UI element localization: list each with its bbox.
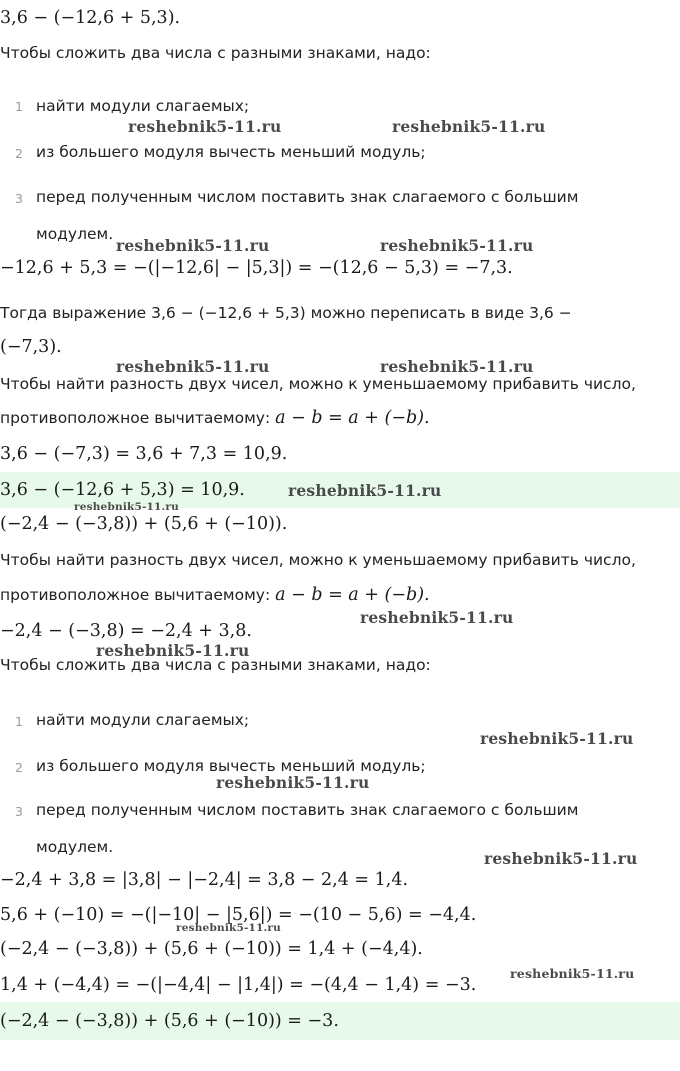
list1-number-3: 3 (15, 191, 23, 206)
expression-1: 3,6 − (−12,6 + 5,3). (0, 8, 181, 28)
watermark: reshebnik5-11.ru (510, 966, 635, 981)
calc-line-5: 5,6 + (−10) = −(|−10| − |5,6|) = −(10 − 5,6) = −4,4. (0, 905, 477, 925)
list1-item-2: из большего модуля вычесть меньший модуль; (36, 143, 426, 161)
difference-rule-2-formula: a − b = a + (−b). (275, 585, 430, 605)
watermark: reshebnik5-11.ru (392, 117, 546, 136)
calc-line-3: −2,4 − (−3,8) = −2,4 + 3,8. (0, 621, 252, 641)
list1-item-3-cont: модулем. (36, 225, 114, 243)
list2-item-1: найти модули слагаемых; (36, 711, 250, 729)
difference-rule-2-cont (0, 585, 430, 605)
list1-number-1: 1 (15, 99, 23, 114)
calc-line-7: 1,4 + (−4,4) = −(|−4,4| − |1,4|) = −(4,4 − 1,4) = −3. (0, 975, 477, 995)
watermark: reshebnik5-11.ru (380, 357, 534, 376)
rule-intro-2: Чтобы сложить два числа с разными знаками, надо: (0, 656, 431, 674)
list2-item-2: из большего модуля вычесть меньший модуль; (36, 757, 426, 775)
watermark: reshebnik5-11.ru (176, 922, 281, 934)
list2-item-3: перед полученным числом поставить знак слагаемого с большим (36, 801, 579, 819)
difference-rule-2: Чтобы найти разность двух чисел, можно к уменьшаемому прибавить число, (0, 551, 636, 569)
expression-2: (−2,4 − (−3,8)) + (5,6 + (−10)). (0, 514, 288, 534)
list1-item-3: перед полученным числом поставить знак слагаемого с большим (36, 188, 579, 206)
watermark: reshebnik5-11.ru (116, 357, 270, 376)
list2-number-1: 1 (15, 714, 23, 729)
watermark: reshebnik5-11.ru (288, 481, 442, 500)
calc-line-2: 3,6 − (−7,3) = 3,6 + 7,3 = 10,9. (0, 444, 288, 464)
list2-item-3-cont: модулем. (36, 838, 114, 856)
watermark: reshebnik5-11.ru (96, 641, 250, 660)
rewrite-line-cont: (−7,3). (0, 337, 62, 357)
watermark: reshebnik5-11.ru (480, 729, 634, 748)
rewrite-line: Тогда выражение 3,6 − (−12,6 + 5,3) можно переписать в виде 3,6 − (0, 304, 572, 322)
difference-rule-1: Чтобы найти разность двух чисел, можно к уменьшаемому прибавить число, (0, 375, 636, 393)
list2-number-3: 3 (15, 804, 23, 819)
list1-number-2: 2 (15, 146, 23, 161)
difference-rule-1-text: противоположное вычитаемому: (0, 409, 276, 427)
watermark: reshebnik5-11.ru (216, 773, 370, 792)
watermark: reshebnik5-11.ru (74, 501, 179, 513)
watermark: reshebnik5-11.ru (380, 236, 534, 255)
watermark: reshebnik5-11.ru (128, 117, 282, 136)
answer-2: (−2,4 − (−3,8)) + (5,6 + (−10)) = −3. (0, 1011, 339, 1031)
watermark: reshebnik5-11.ru (360, 608, 514, 627)
answer-1: 3,6 − (−12,6 + 5,3) = 10,9. (0, 480, 245, 500)
list2-number-2: 2 (15, 760, 23, 775)
calc-line-1: −12,6 + 5,3 = −(|−12,6| − |5,3|) = −(12,6 − 5,3) = −7,3. (0, 258, 513, 278)
difference-rule-1-formula: a − b = a + (−b). (275, 408, 430, 428)
calc-line-4: −2,4 + 3,8 = |3,8| − |−2,4| = 3,8 − 2,4 = 1,4. (0, 870, 409, 890)
calc-line-6: (−2,4 − (−3,8)) + (5,6 + (−10)) = 1,4 + (−4,4). (0, 939, 423, 959)
difference-rule-1-cont (0, 408, 430, 428)
list1-item-1: найти модули слагаемых; (36, 97, 250, 115)
difference-rule-2-text: противоположное вычитаемому: (0, 586, 276, 604)
rule-intro-1: Чтобы сложить два числа с разными знаками, надо: (0, 44, 431, 62)
watermark: reshebnik5-11.ru (116, 236, 270, 255)
watermark: reshebnik5-11.ru (484, 849, 638, 868)
